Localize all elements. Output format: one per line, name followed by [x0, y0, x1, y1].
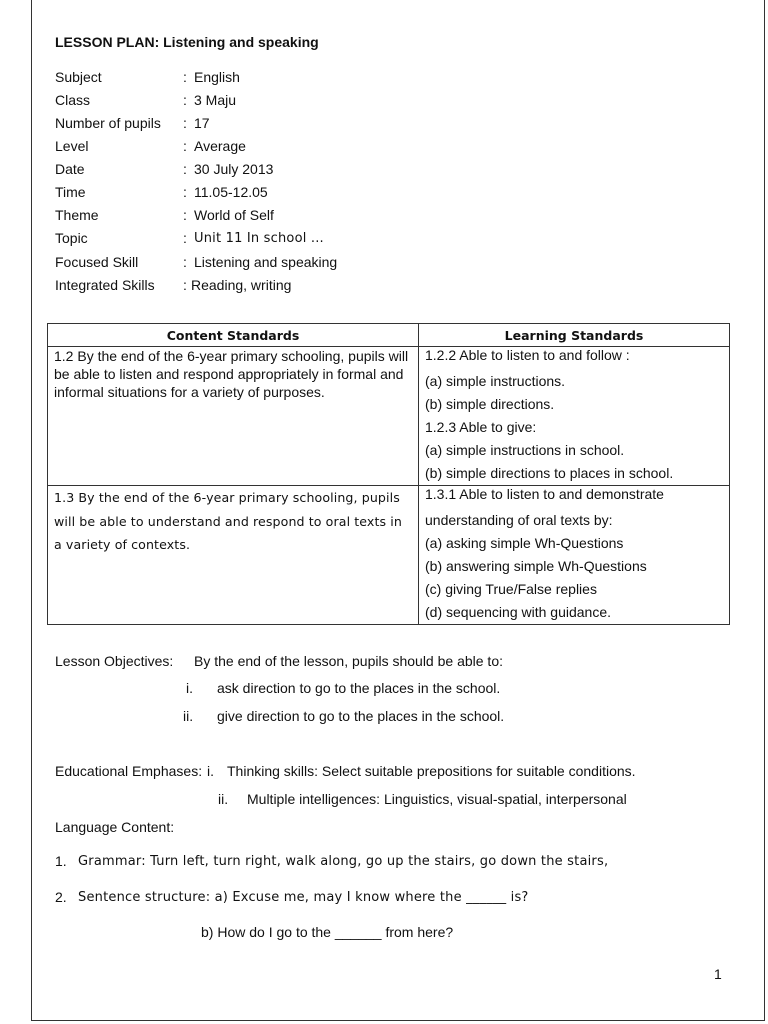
info-label-theme: Theme	[55, 207, 99, 223]
learning-standard-line: (a) asking simple Wh-Questions	[425, 535, 624, 551]
info-colon: :	[183, 92, 187, 108]
info-label-focused-skill: Focused Skill	[55, 254, 139, 270]
learning-standard-line: (a) simple instructions.	[425, 373, 566, 389]
standards-table	[47, 323, 730, 625]
info-value-date: 30 July 2013	[194, 161, 274, 177]
content-standard-text: 1.2 By the end of the 6-year primary schooling, pupils will be able to listen and respond appropriately in formal and informal situations for a variety of purposes.	[54, 348, 409, 400]
content-standard-cell	[48, 486, 419, 625]
info-colon: :	[183, 138, 187, 154]
objective-text: ask direction to go to the places in the school.	[217, 680, 501, 696]
table-header-row	[48, 324, 730, 347]
info-value-topic: Unit 11 In school ...	[194, 231, 324, 246]
objectives-label: Lesson Objectives:	[55, 653, 174, 669]
learning-standard-line: 1.2.3 Able to give:	[425, 419, 537, 435]
emphasis-number: i.	[207, 763, 214, 779]
table-row	[48, 486, 730, 625]
learning-standard-cell	[419, 347, 730, 486]
objective-number: i.	[186, 680, 193, 696]
content-standard-cell	[48, 347, 419, 486]
info-colon: :	[183, 69, 187, 85]
learning-standard-cell	[419, 486, 730, 625]
language-item-text: Grammar: Turn left, turn right, walk along, go up the stairs, go down the stairs,	[78, 854, 609, 869]
learning-standard-line: 1.2.2 Able to listen to and follow :	[425, 347, 630, 363]
emphases-label: Educational Emphases:	[55, 763, 203, 779]
learning-standard-line: (d) sequencing with guidance.	[425, 604, 612, 620]
emphasis-number: ii.	[218, 791, 229, 807]
objective-text: give direction to go to the places in the school.	[217, 708, 505, 724]
objectives-intro: By the end of the lesson, pupils should be able to:	[194, 653, 503, 669]
info-label-class: Class	[55, 92, 91, 108]
language-item-number: 2.	[55, 889, 67, 905]
info-label-time: Time	[55, 184, 86, 200]
info-value-focused-skill: Listening and speaking	[194, 254, 338, 270]
page-title: LESSON PLAN: Listening and speaking	[55, 34, 319, 50]
info-label-pupils: Number of pupils	[55, 115, 161, 131]
info-value-pupils: 17	[194, 115, 210, 131]
learning-standard-line: (a) simple instructions in school.	[425, 442, 625, 458]
info-value-theme: World of Self	[194, 207, 274, 223]
info-label-subject: Subject	[55, 69, 102, 85]
learning-standards-header: Learning Standards	[419, 324, 730, 347]
info-label-date: Date	[55, 161, 85, 177]
info-label-topic: Topic	[55, 230, 88, 246]
info-value-time: 11.05-12.05	[194, 184, 268, 200]
table-row	[48, 347, 730, 486]
language-item-number: 1.	[55, 853, 67, 869]
info-colon: :	[183, 207, 187, 223]
info-colon: :	[183, 184, 187, 200]
language-item-text: Sentence structure: a) Excuse me, may I know where the ______ is?	[78, 890, 529, 905]
objective-number: ii.	[183, 708, 194, 724]
info-value-class: 3 Maju	[194, 92, 237, 108]
info-value-level: Average	[194, 138, 246, 154]
learning-standard-line: (b) simple directions.	[425, 396, 555, 412]
emphasis-text: Thinking skills: Select suitable prepositions for suitable conditions.	[227, 763, 636, 779]
learning-standard-line: (c) giving True/False replies	[425, 581, 597, 597]
language-content-label: Language Content:	[55, 819, 175, 835]
learning-standard-line: (b) answering simple Wh-Questions	[425, 558, 647, 574]
info-colon: :	[183, 254, 187, 270]
learning-standard-line: understanding of oral texts by:	[425, 512, 613, 528]
info-label-level: Level	[55, 138, 89, 154]
info-label-integrated-skills: Integrated Skills	[55, 277, 155, 293]
info-colon: :	[183, 115, 187, 131]
language-continuation: b) How do I go to the ______ from here?	[201, 924, 454, 940]
info-colon: :	[183, 161, 187, 177]
info-value-integrated-skills: Reading, writing	[191, 277, 292, 293]
info-colon: :	[183, 230, 187, 246]
info-colon: :	[183, 277, 187, 293]
learning-standard-line: 1.3.1 Able to listen to and demonstrate	[425, 486, 664, 502]
page-number: 1	[714, 966, 722, 982]
learning-standard-line: (b) simple directions to places in school.	[425, 465, 674, 481]
info-value-subject: English	[194, 69, 240, 85]
content-standards-header: Content Standards	[48, 324, 419, 347]
content-standard-text: 1.3 By the end of the 6-year primary schooling, pupils will be able to understand and respond to oral texts in a variety of contexts.	[54, 490, 402, 552]
emphasis-text: Multiple intelligences: Linguistics, visual-spatial, interpersonal	[247, 791, 627, 807]
